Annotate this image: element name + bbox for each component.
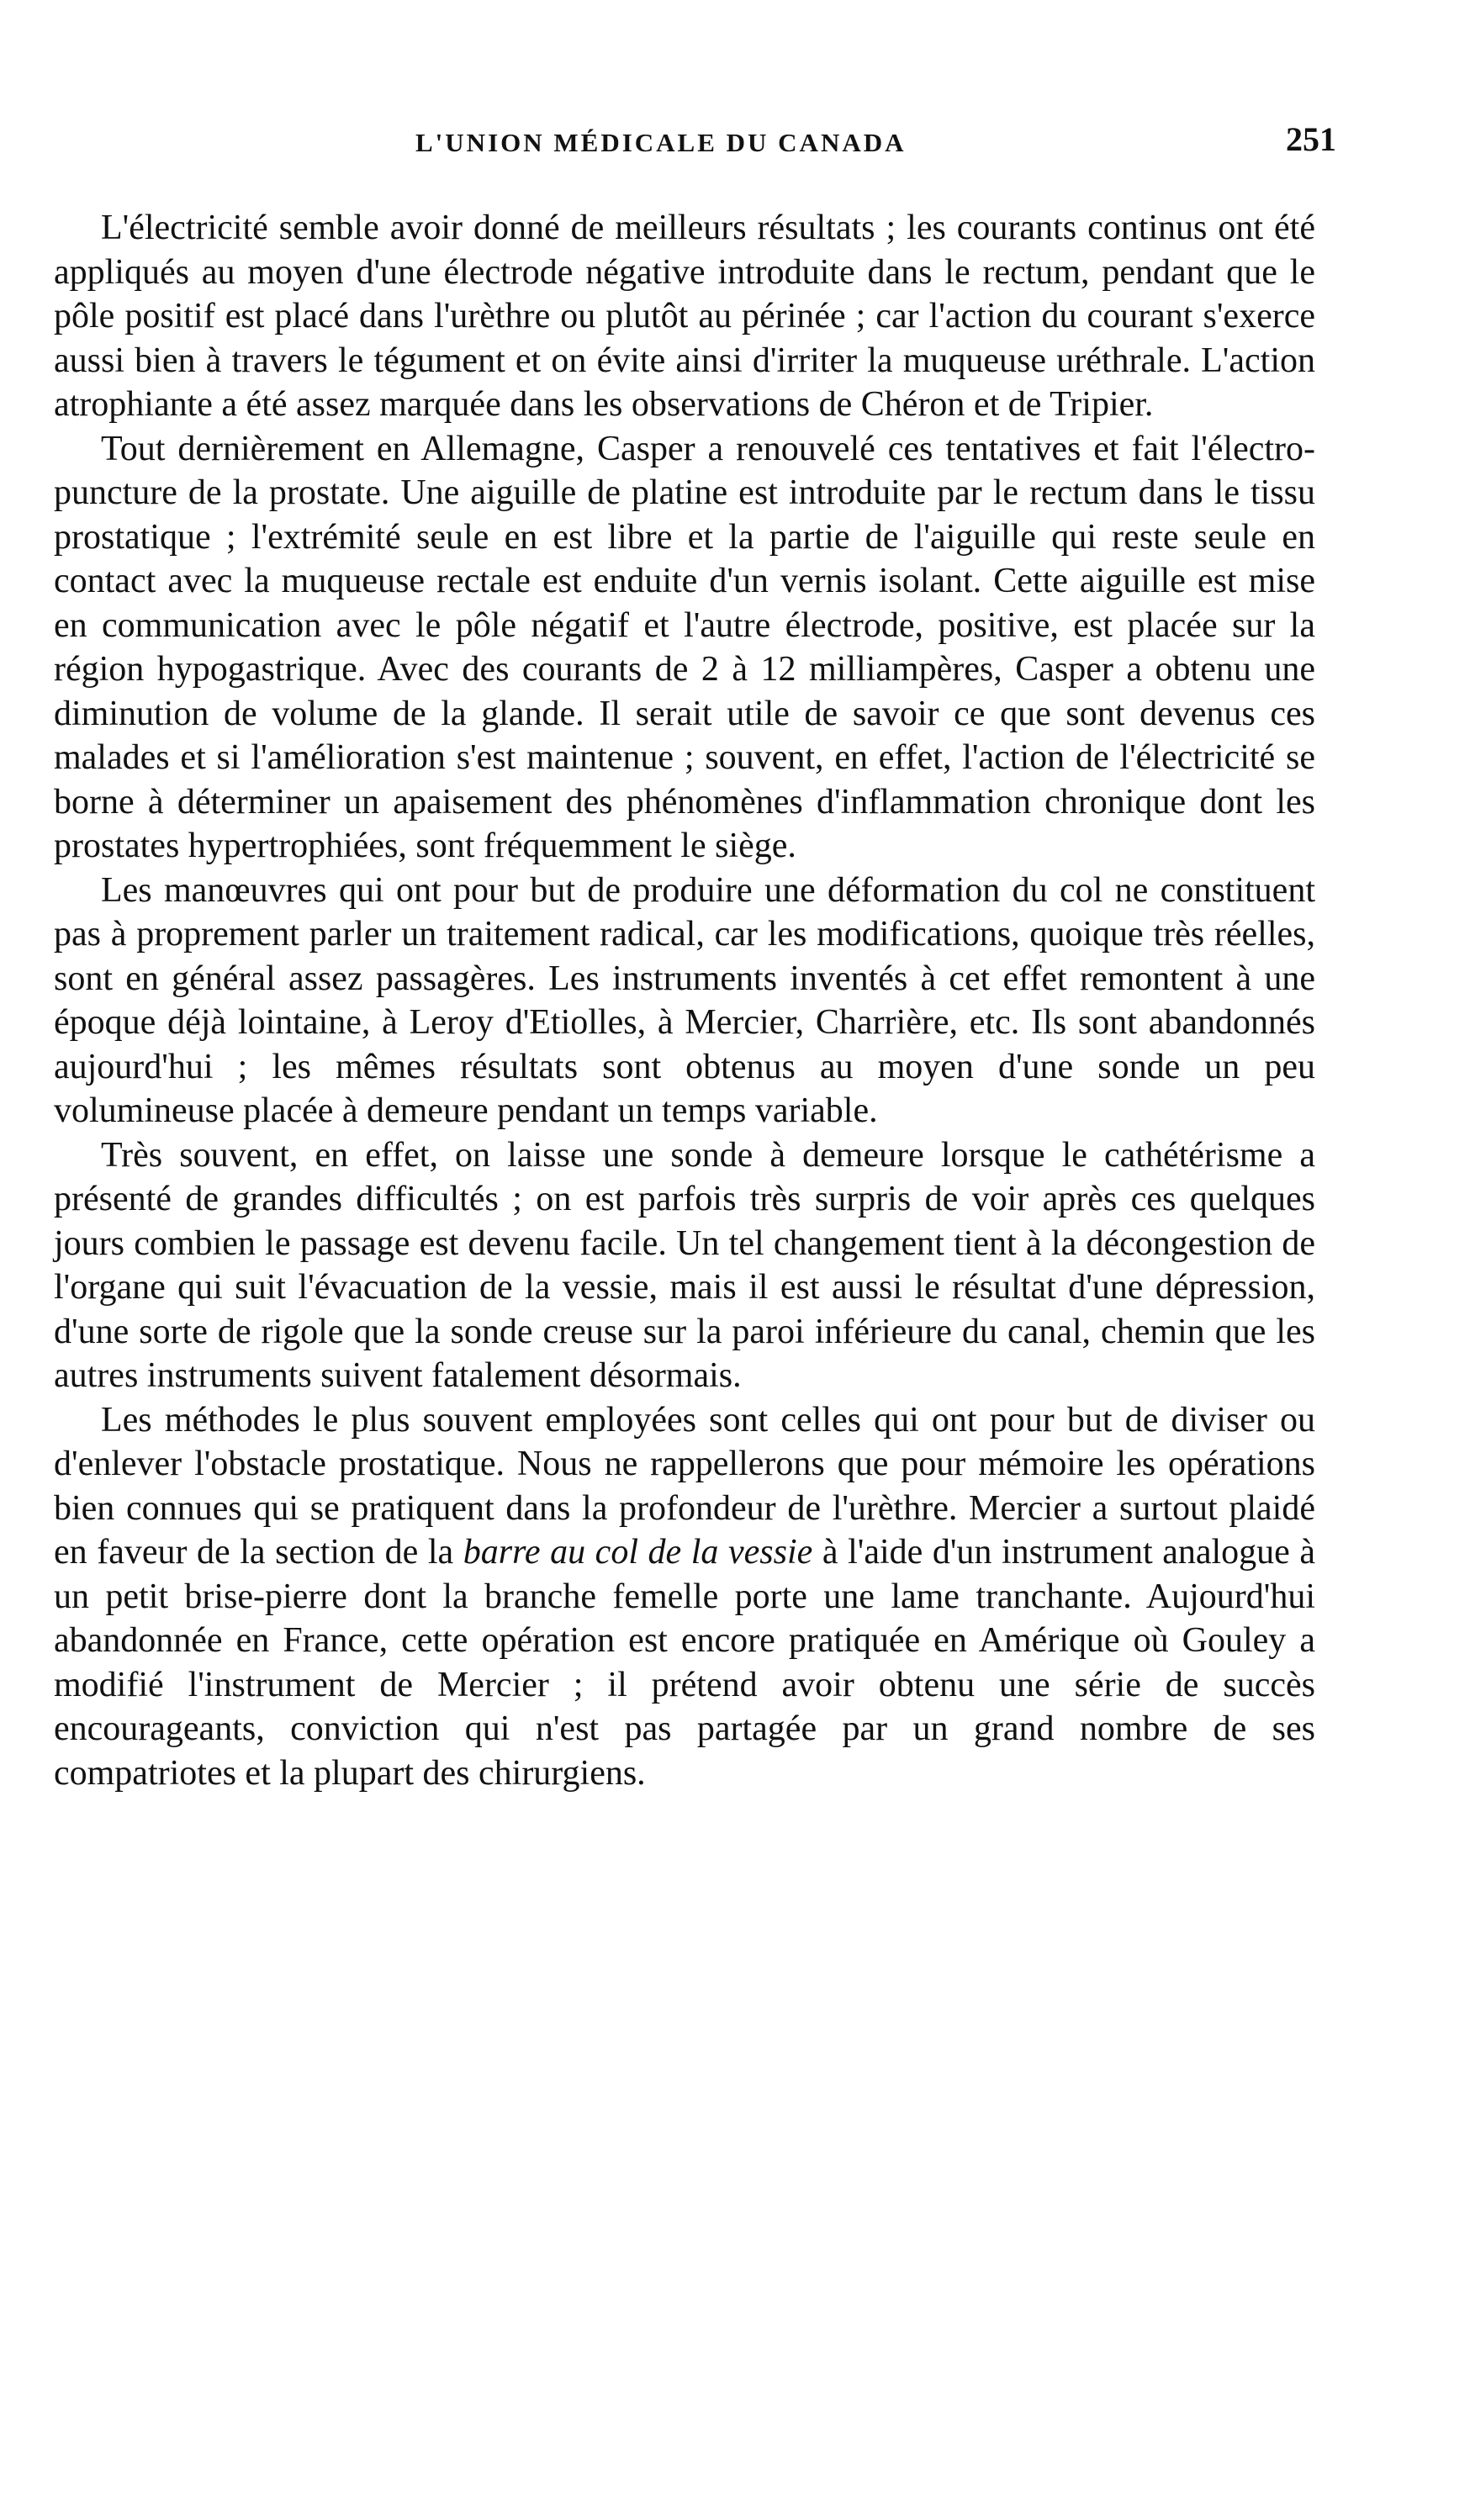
paragraph-methodes-after: à l'aide d'un instrument analogue à un petit brise-pierre dont la branche femelle porte une lame tranchante. Aujourd'hui abandonnée en France, cette opération est encore pratiquée en Amérique où Gouley a modifié l'instrument de Mercier ; il prétend avoir obtenu une série de succès encourageants, conviction qui n'est pas partagée par un grand nombre de ses compatriotes et la plupart des chirurgiens.	[54, 1533, 1315, 1793]
paragraph-electricity: L'électricité semble avoir donné de meilleurs résultats ; les courants continus ont été appliqués au moyen d'une électrode négative introduite dans le rectum, pendant que le pôle positif est placé dans l'urèthre ou plutôt au périnée ; car l'action du courant s'exerce aussi bien à travers le tégument et on évite ainsi d'irriter la muqueuse uréthrale. L'action atrophiante a été assez marquée dans les observations de Chéron et de Tripier.	[54, 209, 1315, 424]
body-text	[54, 206, 1315, 1795]
paragraph-electro-puncture: Tout dernièrement en Allemagne, Casper a renouvelé ces tentatives et fait l'électro-puncture de la prostate. Une aiguille de platine est introduite par le rectum dans le tissu prostatique ; l'extrémité seule en est libre et la partie de l'aiguille qui reste seule en contact avec la muqueuse rectale est enduite d'un vernis isolant. Cette aiguille est mise en communication avec le pôle négatif et l'autre électrode, positive, est placée sur la région hypogastrique. Avec des courants de 2 à 12 milliampères, Casper a obtenu une diminution de volume de la glande. Il serait utile de savoir ce que sont devenus ces malades et si l'amélioration s'est maintenue ; souvent, en effet, l'action de l'électricité se borne à déterminer un apaisement des phénomènes d'inflammation chronique dont les prostates hypertrophiées, sont fréquemment le siège.	[54, 429, 1315, 865]
paragraph-methodes-before: Les méthodes le plus souvent employées sont celles qui ont pour but de diviser ou d'enlever l'obstacle prostatique. Nous ne rappellerons que pour mémoire les opérations bien connues qui se pratiquent dans la profondeur de l'urèthre. Mercier a surtout plaidé en faveur de la section de la	[54, 1400, 1315, 1572]
paragraph-manoeuvres: Les manœuvres qui ont pour but de produire une déformation du col ne constituent pas à proprement parler un traitement radical, car les modifications, quoique très réelles, sont en général assez passagères. Les instruments inventés à cet effet remontent à une époque déjà lointaine, à Leroy d'Etiolles, à Mercier, Charrière, etc. Ils sont abandonnés aujourd'hui ; les mêmes résultats sont obtenus au moyen d'une sonde un peu volumineuse placée à demeure pendant un temps variable.	[54, 870, 1315, 1130]
page-number: 251	[1286, 120, 1336, 158]
paragraph-methodes	[54, 1398, 1315, 1796]
running-title: L'UNION MÉDICALE DU CANADA	[415, 128, 907, 157]
italic-barre-au-col: barre au col de la vessie	[463, 1533, 813, 1572]
page-header	[54, 118, 1336, 168]
paragraph-sonde-a-demeure: Très souvent, en effet, on laisse une sonde à demeure lorsque le cathétérisme a présenté de grandes difficultés ; on est parfois très surpris de voir après ces quelques jours combien le passage est devenu facile. Un tel changement tient à la décongestion de l'organe qui suit l'évacuation de la vessie, mais il est aussi le résultat d'une dépression, d'une sorte de rigole que la sonde creuse sur la paroi inférieure du canal, chemin que les autres instruments suivent fatalement désormais.	[54, 1135, 1315, 1395]
